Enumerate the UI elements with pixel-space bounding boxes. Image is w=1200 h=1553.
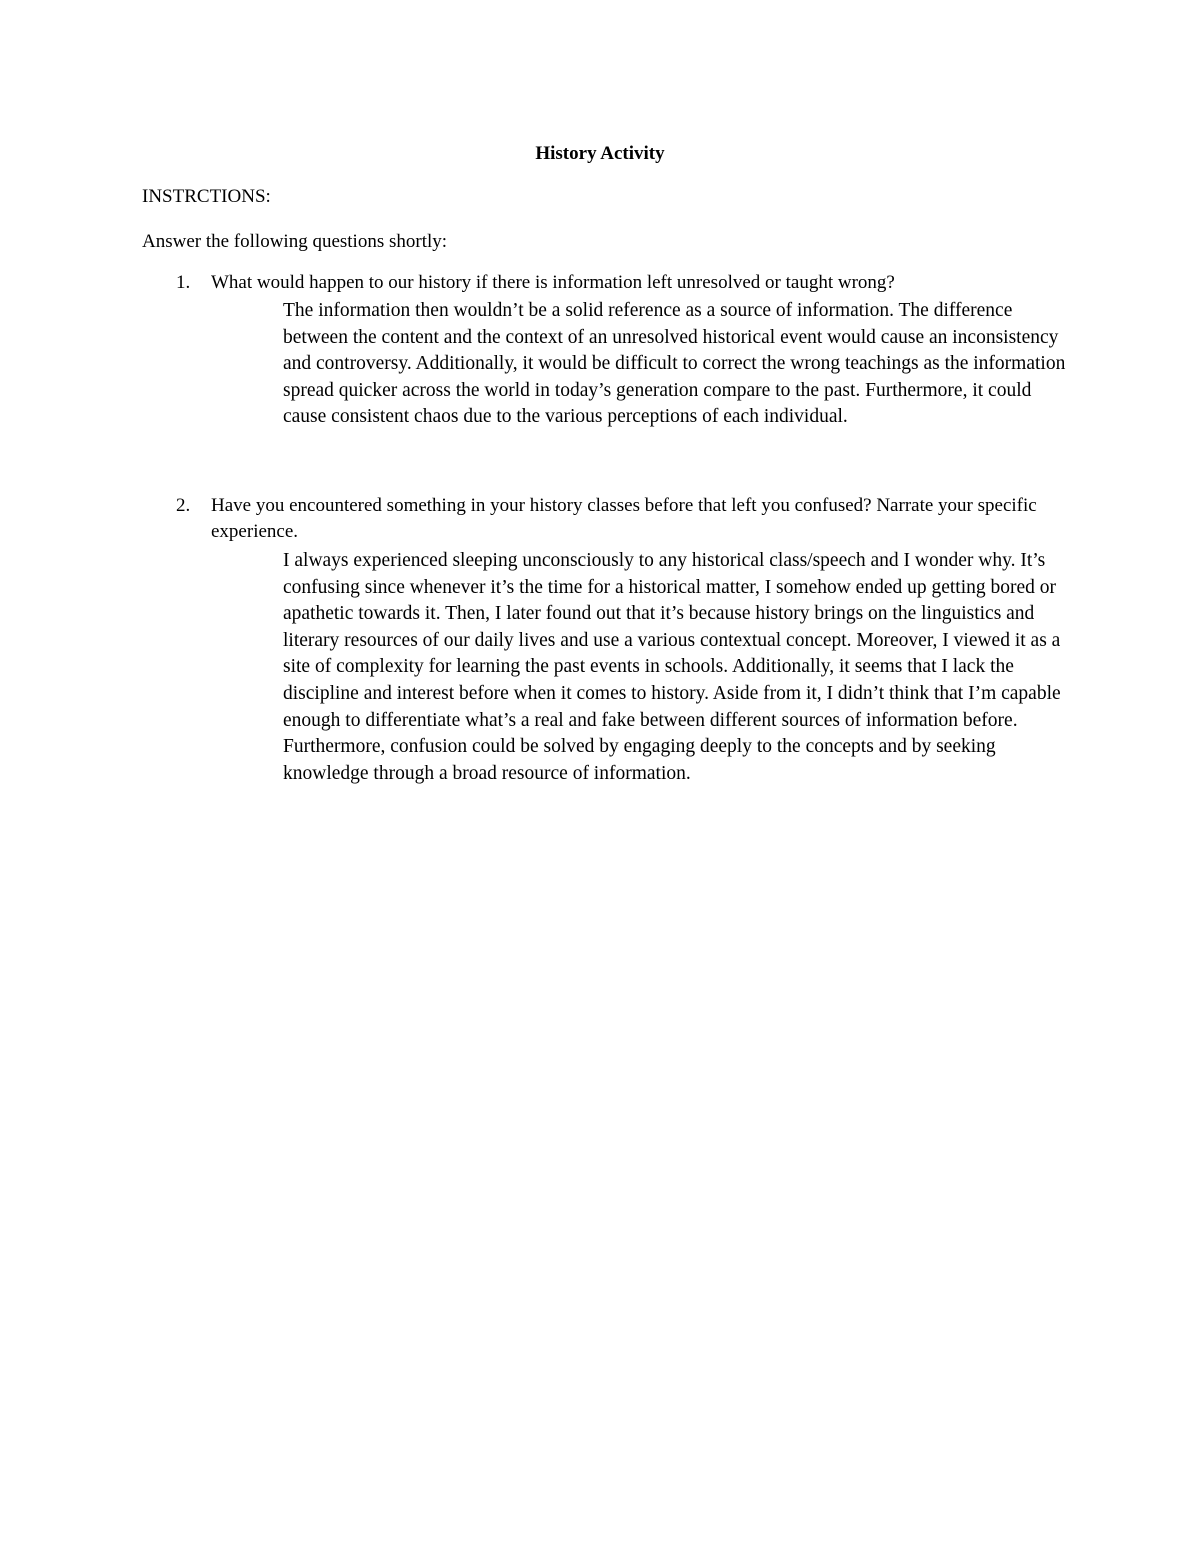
document-title: History Activity — [535, 143, 665, 164]
question-number: 2. — [176, 495, 191, 516]
question-text: What would happen to our history if there is information left unresolved or taught wrong? — [211, 272, 895, 293]
answer-text: The information then wouldn’t be a solid reference as a source of information. The difference between the content and the context of an unresolved historical event would cause an inconsistency and controversy. Additionally, it would be difficult to correct the wrong teachings as the information spread quicker across the world in today’s generation compare to the past. Furthermore, it could cause consistent chaos due to the various perceptions of each individual. — [283, 300, 1066, 428]
question-number: 1. — [176, 272, 191, 293]
instructions-label: INSTRCTIONS: — [142, 186, 271, 207]
answer-text: I always experienced sleeping unconsciously to any historical class/speech and I wonder why. It’s confusing since whenever it’s the time for a historical matter, I somehow ended up getting bored or apathetic towards it. Then, I later found out that it’s because history brings on the linguistics and literary resources of our daily lives and use a various contextual concept. Moreover, I viewed it as a site of complexity for learning the past events in schools. Additionally, it seems that I lack the discipline and interest before when it comes to history. Aside from it, I didn’t think that I’m capable enough to differentiate what’s a real and fake between different sources of information before. Furthermore, confusion could be solved by engaging deeply to the concepts and by seeking knowledge through a broad resource of information. — [283, 550, 1061, 784]
question-text: Have you encountered something in your history classes before that left you confused? Narrate your specific experience. — [211, 495, 1037, 542]
instructions-lead: Answer the following questions shortly: — [142, 231, 448, 252]
